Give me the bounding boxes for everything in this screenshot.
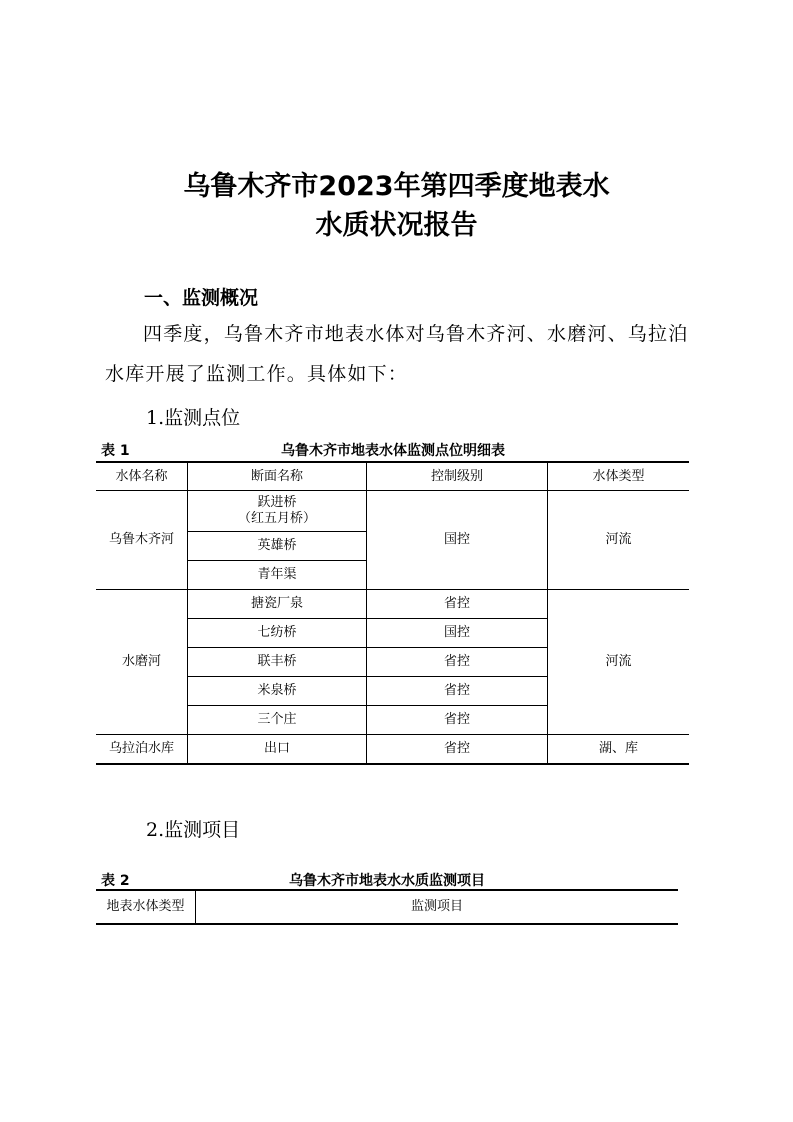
section-cell: 联丰桥	[188, 648, 367, 677]
water-type-cell: 河流	[548, 491, 690, 590]
monitoring-points-table	[96, 461, 689, 765]
table1-number: 表 1	[101, 443, 130, 459]
water-type-cell: 湖、库	[548, 735, 690, 765]
table2-caption-text: 乌鲁木齐市地表水水质监测项目	[289, 873, 485, 889]
sub2-heading: 2.监测项目	[146, 819, 241, 841]
section-cell: 出口	[188, 735, 367, 765]
section-alias: （红五月桥）	[237, 511, 316, 526]
table-row	[96, 735, 689, 765]
section1-heading: 一、监测概况	[144, 287, 259, 309]
sub1-heading: 1.监测点位	[146, 407, 241, 429]
control-level-cell: 国控	[367, 491, 548, 590]
document-title-line2: 水质状况报告	[315, 210, 478, 241]
table-header-row	[96, 462, 689, 491]
header-cell: 控制级别	[367, 462, 548, 491]
water-body-cell: 乌拉泊水库	[96, 735, 188, 765]
control-level-cell: 省控	[367, 706, 548, 735]
monitoring-items-table	[96, 889, 678, 925]
section-cell: 青年渠	[188, 561, 367, 590]
control-level-cell: 省控	[367, 677, 548, 706]
document-title-line1: 乌鲁木齐市2023年第四季度地表水	[183, 171, 610, 202]
header-cell: 监测项目	[196, 890, 679, 924]
water-body-cell: 乌鲁木齐河	[96, 491, 188, 590]
control-level-cell: 国控	[367, 619, 548, 648]
water-type-cell: 河流	[548, 590, 690, 735]
control-level-cell: 省控	[367, 735, 548, 765]
header-cell: 水体名称	[96, 462, 188, 491]
table2-number: 表 2	[101, 873, 130, 889]
table-row	[96, 491, 689, 532]
header-cell: 水体类型	[548, 462, 690, 491]
table-header-row	[96, 890, 678, 924]
section-cell: 三个庄	[188, 706, 367, 735]
table1-caption-text: 乌鲁木齐市地表水体监测点位明细表	[281, 443, 505, 459]
section-name: 跃进桥	[257, 495, 297, 510]
header-cell: 断面名称	[188, 462, 367, 491]
section-cell	[188, 491, 367, 532]
water-body-cell: 水磨河	[96, 590, 188, 735]
section-cell: 七纺桥	[188, 619, 367, 648]
section-cell: 米泉桥	[188, 677, 367, 706]
table-row	[96, 590, 689, 619]
header-cell: 地表水体类型	[96, 890, 196, 924]
section1-paragraph: 四季度，乌鲁木齐市地表水体对乌鲁木齐河、水磨河、乌拉泊水库开展了监测工作。具体如下：	[105, 323, 689, 385]
section-cell: 搪瓷厂泉	[188, 590, 367, 619]
section-cell: 英雄桥	[188, 532, 367, 561]
control-level-cell: 省控	[367, 648, 548, 677]
control-level-cell: 省控	[367, 590, 548, 619]
